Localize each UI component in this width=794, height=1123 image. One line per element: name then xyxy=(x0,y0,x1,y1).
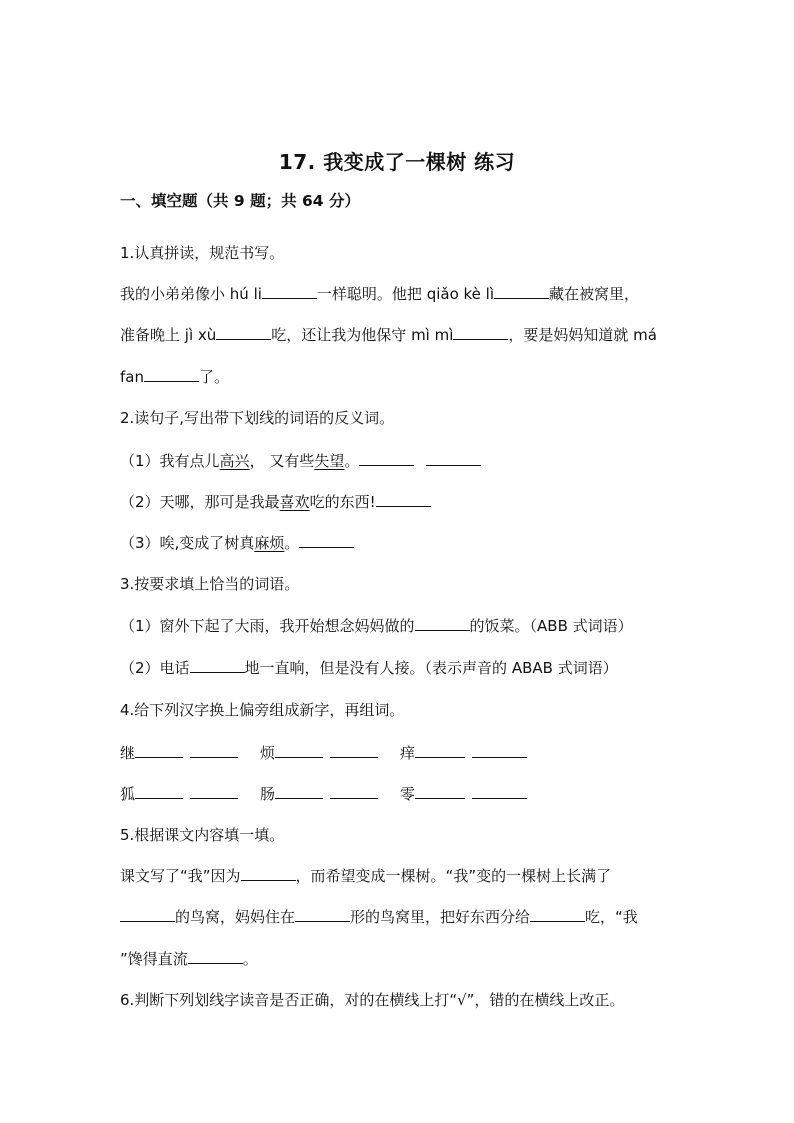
answer-blank[interactable] xyxy=(472,742,527,758)
answer-blank[interactable] xyxy=(190,657,245,673)
q2-text: （1）我有点儿 xyxy=(120,452,220,470)
q1-text: 准备晚上 xyxy=(120,326,185,344)
q1-text: 藏在被窝里， xyxy=(549,285,640,303)
q2-sentence-2 xyxy=(120,491,431,513)
q5-line-3 xyxy=(120,948,258,970)
q5-text: 课文写了“我”因为 xyxy=(120,867,241,885)
q1-line-2 xyxy=(120,324,657,346)
q3-sentence-2 xyxy=(120,657,618,679)
answer-blank[interactable] xyxy=(275,783,323,799)
pinyin: hú li xyxy=(229,285,262,303)
answer-blank[interactable] xyxy=(453,324,508,340)
answer-blank[interactable] xyxy=(426,450,481,466)
pinyin: mì mì xyxy=(411,326,454,344)
q1-line-3 xyxy=(120,366,229,388)
q5-text: ，而希望变成一棵树。“我”变的一棵树上长满了 xyxy=(295,867,612,885)
q1-text: ，要是妈妈知道就 xyxy=(508,326,634,344)
q3-prompt: 3.按要求填上恰当的词语。 xyxy=(120,575,300,593)
q5-text: 形的鸟窝里，把好东西分给 xyxy=(350,908,531,926)
answer-blank[interactable] xyxy=(359,450,414,466)
q4-row-1 xyxy=(120,742,527,764)
q2-text: ， 又有些 xyxy=(249,452,315,470)
q5-prompt: 5.根据课文内容填一填。 xyxy=(120,826,285,844)
underlined-word: 高兴 xyxy=(219,452,250,470)
q2-text: 吃的东西! xyxy=(309,493,376,511)
q5-text: 。 xyxy=(242,950,258,968)
q2-text: （3）唉,变成了树真 xyxy=(120,534,255,552)
answer-blank[interactable] xyxy=(262,283,317,299)
q1-prompt: 1.认真拼读，规范书写。 xyxy=(120,244,285,262)
q2-sentence-3 xyxy=(120,532,354,554)
answer-blank[interactable] xyxy=(330,742,378,758)
q4-char: 狐 xyxy=(120,785,136,803)
q5-text: ”馋得直流 xyxy=(120,950,188,968)
answer-blank[interactable] xyxy=(330,783,378,799)
pinyin: jì xù xyxy=(184,326,217,344)
q1-text: 我的小弟弟像小 xyxy=(120,285,230,303)
q6-prompt: 6.判断下列划线字读音是否正确，对的在横线上打“√”，错的在横线上改正。 xyxy=(120,991,625,1009)
q1-text: 了。 xyxy=(198,368,229,386)
answer-blank[interactable] xyxy=(144,366,199,382)
q5-line-2 xyxy=(120,906,638,928)
q5-text: 的鸟窝，妈妈住在 xyxy=(175,908,296,926)
underlined-word: 喜欢 xyxy=(279,493,310,511)
q3-text: （1）窗外下起了大雨，我开始想念妈妈做的 xyxy=(120,617,415,635)
answer-blank[interactable] xyxy=(216,324,271,340)
answer-blank[interactable] xyxy=(299,532,354,548)
underlined-word: 失望 xyxy=(314,452,345,470)
page-title: 17. 我变成了一棵树 练习 xyxy=(278,150,516,174)
q3-text: 的饭菜。（ABB 式词语） xyxy=(469,617,633,635)
answer-blank[interactable] xyxy=(275,742,323,758)
answer-blank[interactable] xyxy=(120,906,175,922)
q4-char: 烦 xyxy=(260,744,276,762)
q3-text: 地一直响，但是没有人接。（表示声音的 ABAB 式词语） xyxy=(244,659,618,677)
answer-blank[interactable] xyxy=(188,948,243,964)
answer-blank[interactable] xyxy=(415,742,465,758)
underlined-word: 麻烦 xyxy=(254,534,285,552)
pinyin: má xyxy=(633,326,657,344)
q1-text: 一样聪明。他把 xyxy=(316,285,427,303)
q1-text: 吃，还让我为他保守 xyxy=(271,326,412,344)
q5-text: 吃，“我 xyxy=(585,908,638,926)
answer-blank[interactable] xyxy=(376,491,431,507)
answer-blank[interactable] xyxy=(190,783,238,799)
answer-blank[interactable] xyxy=(241,865,296,881)
q2-prompt: 2.读句子,写出带下划线的词语的反义词。 xyxy=(120,409,395,427)
answer-blank[interactable] xyxy=(472,783,527,799)
q4-prompt: 4.给下列汉字换上偏旁组成新字，再组词。 xyxy=(120,701,405,719)
q3-sentence-1 xyxy=(120,615,633,637)
answer-blank[interactable] xyxy=(415,615,470,631)
q2-text: 。 xyxy=(344,452,360,470)
q2-text: （2）天哪，那可是我最 xyxy=(120,493,280,511)
q4-char: 肠 xyxy=(260,785,276,803)
q4-char: 零 xyxy=(400,785,416,803)
section-header: 一、填空题（共 9 题；共 64 分） xyxy=(120,192,360,210)
answer-blank[interactable] xyxy=(135,742,183,758)
answer-blank[interactable] xyxy=(190,742,238,758)
answer-blank[interactable] xyxy=(415,783,465,799)
q4-char: 继 xyxy=(120,744,136,762)
q2-sentence-1 xyxy=(120,450,481,472)
q4-char: 痒 xyxy=(400,744,416,762)
q4-row-2 xyxy=(120,783,527,805)
pinyin: fan xyxy=(120,368,144,386)
answer-blank[interactable] xyxy=(295,906,350,922)
answer-blank[interactable] xyxy=(530,906,585,922)
q2-text: 。 xyxy=(284,534,300,552)
answer-blank[interactable] xyxy=(494,283,549,299)
answer-blank[interactable] xyxy=(135,783,183,799)
q5-line-1 xyxy=(120,865,611,887)
q3-text: （2）电话 xyxy=(120,659,190,677)
pinyin: qiǎo kè lì xyxy=(426,285,494,303)
q1-line-1 xyxy=(120,283,639,305)
